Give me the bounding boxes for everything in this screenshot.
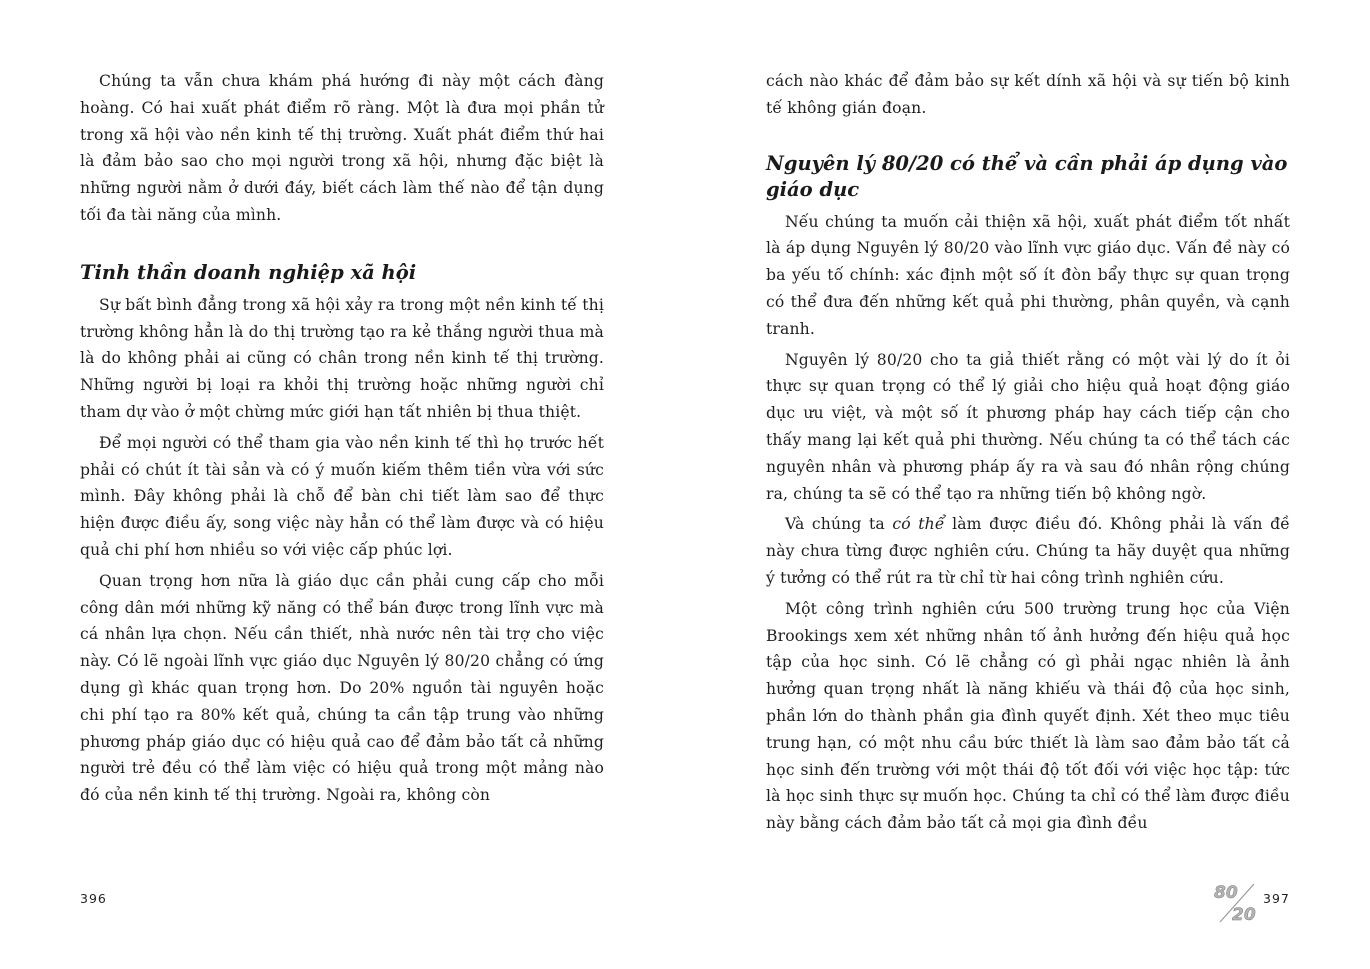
section-heading: Nguyên lý 80/20 có thể và cần phải áp dụng vào giáo dục [766, 151, 1288, 201]
paragraph: Quan trọng hơn nữa là giáo dục cần phải cung cấp cho mỗi công dân mới những kỹ năng có thể bán được trong lĩnh vực mà cá nhân lựa chọn. Nếu cần thiết, nhà nước nên tài trợ cho việc này. Có lẽ ngoài lĩnh vực giáo dục Nguyên lý 80/20 chẳng có ứng dụng gì khác quan trọng hơn. Do 20% nguồn tài nguyên hoặc chi phí tạo ra 80% kết quả, chúng ta cần tập trung vào những phương pháp giáo dục có hiệu quả cao để đảm bảo tất cả những người trẻ đều có thể làm việc có hiệu quả trong một mảng nào đó của nền kinh tế thị trường. Ngoài ra, không còn [80, 571, 604, 805]
left-page [80, 68, 604, 813]
paragraph: Chúng ta vẫn chưa khám phá hướng đi này một cách đàng hoàng. Có hai xuất phát điểm rõ ràng. Một là đưa mọi phần tử trong xã hội vào nền kinh tế thị trường. Xuất phát điểm thứ hai là đảm bảo sao cho mọi người trong xã hội, nhưng đặc biệt là những người nằm ở dưới đáy, biết cách làm thế nào để tận dụng tối đa tài năng của mình. [80, 72, 604, 224]
paragraph [766, 511, 1290, 591]
logo-number-top: 80 [1214, 883, 1238, 903]
paragraph: Một công trình nghiên cứu 500 trường trung học của Viện Brookings xem xét những nhân tố ảnh hưởng đến hiệu quả học tập của học sinh. Có lẽ chẳng có gì phải ngạc nhiên là ảnh hưởng quan trọng nhất là năng khiếu và thái độ của học sinh, phần lớn do thành phần gia đình quyết định. Xét theo mục tiêu trung hạn, có một nhu cầu bức thiết là làm sao đảm bảo tất cả học sinh đến trường với một thái độ tốt đối với việc học tập: tức là học sinh thực sự muốn học. Chúng ta chỉ có thể làm được điều này bằng cách đảm bảo tất cả mọi gia đình đều [766, 599, 1290, 833]
book-logo-icon [1212, 880, 1262, 924]
paragraph-continued: cách nào khác để đảm bảo sự kết dính xã hội và sự tiến bộ kinh tế không gián đoạn. [766, 72, 1290, 117]
paragraph: Để mọi người có thể tham gia vào nền kinh tế thì họ trước hết phải có chút ít tài sản và có ý muốn kiếm thêm tiền vừa với sức mình. Đây không phải là chỗ để bàn chi tiết làm sao để thực hiện được điều ấy, song việc này hẳn có thể làm được và có hiệu quả chi phí hơn nhiều so với việc cấp phúc lợi. [80, 433, 604, 559]
section-heading: Tinh thần doanh nghiệp xã hội [80, 260, 417, 284]
emphasis-text: có thể [892, 515, 945, 534]
paragraph: Nguyên lý 80/20 cho ta giả thiết rằng có một vài lý do ít ỏi thực sự quan trọng có thể lý giải cho hiệu quả hoạt động giáo dục ưu việt, và một số ít phương pháp hay cách tiếp cận cho thấy mang lại kết quả phi thường. Nếu chúng ta có thể tách các nguyên nhân và phương pháp ấy ra và sau đó nhân rộng chúng ra, chúng ta sẽ có thể tạo ra những tiến bộ không ngờ. [766, 350, 1290, 503]
page-number-right: 397 [1263, 891, 1290, 906]
text-run: làm được điều đó. Không phải là vấn đề này chưa từng được nghiên cứu. Chúng ta hãy duyệt qua những ý tưởng có thể rút ra từ chỉ từ hai công trình nghiên cứu. [766, 515, 1290, 587]
paragraph: Nếu chúng ta muốn cải thiện xã hội, xuất phát điểm tốt nhất là áp dụng Nguyên lý 80/20 vào lĩnh vực giáo dục. Vấn đề này có ba yếu tố chính: xác định một số ít đòn bẩy thực sự quan trọng có thể đưa đến những kết quả phi thường, phân quyền, và cạnh tranh. [766, 212, 1290, 338]
right-page [766, 68, 1290, 841]
page-number-left: 396 [80, 891, 107, 906]
logo-number-bottom: 20 [1232, 905, 1256, 924]
paragraph: Sự bất bình đẳng trong xã hội xảy ra trong một nền kinh tế thị trường không hẳn là do thị trường tạo ra kẻ thắng người thua mà là do không phải ai cũng có chân trong nền kinh tế thị trường. Những người bị loại ra khỏi thị trường hoặc những người chỉ tham dự vào ở một chừng mức giới hạn tất nhiên bị thua thiệt. [80, 295, 604, 421]
text-run: Và chúng ta [785, 515, 893, 534]
